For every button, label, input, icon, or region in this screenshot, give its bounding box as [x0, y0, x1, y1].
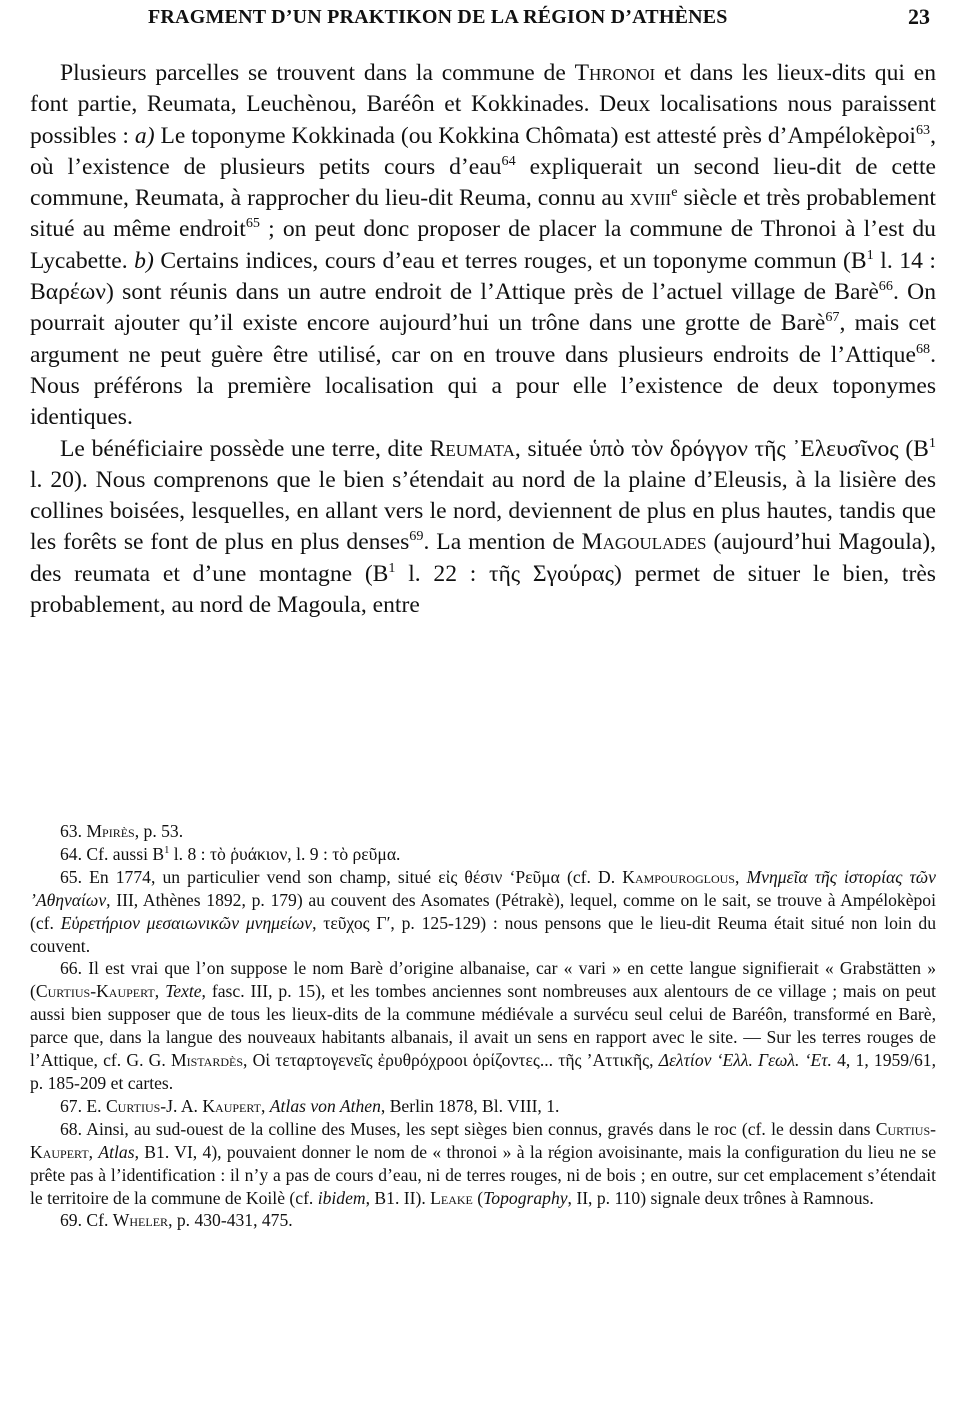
main-text — [30, 58, 936, 621]
text-run: , — [735, 866, 747, 887]
place-name: Thronoi — [574, 60, 656, 86]
author-name: Mpirès — [86, 821, 135, 841]
page-header — [148, 6, 930, 36]
text-run: 4, 1, 1959/61, p. 185-209 et cartes. — [30, 1050, 936, 1093]
text-run: , — [88, 1141, 99, 1162]
paragraph-1 — [30, 58, 936, 434]
work-title: Εὑρετήριον μεσαιωνικῶν μνημείων — [60, 912, 313, 933]
footnote-ref[interactable]: 69 — [409, 528, 424, 545]
page-number: 23 — [908, 4, 930, 29]
text-run: l. 20). Nous comprenons que le bien s’étendait au nord de la plaine d’Eleusis, à la lisière des collines boisées, lesquelles, en allant vers le nord, deviennent de plus en plus hautes, tandis que les forêts se font de plus en plus denses — [30, 466, 936, 556]
footnote-ref[interactable]: 65 — [245, 215, 260, 232]
author-name: Leake — [430, 1187, 473, 1208]
text-run: Certains indices, cours d’eau et terres rouges, et un toponyme commun (B — [153, 247, 867, 274]
text-run: , B1. VI, 4), pouvaient donner le nom de « thronoi » à la région avoisinante, mais la configuration du lieu ne se prête pas à l’identification : il n’y a pas de cours d’eau, ni de terres rouges, ni de bois ; en outre, sur cet emplacement s’étendait le territoire de la commune de Koilè (cf. — [30, 1141, 936, 1208]
author-name: Curtius-Kaupert — [35, 981, 155, 1002]
text-run: , située ὑπὸ τὸν δρόγγον τῆς ᾿Ελευσῖνος (B — [514, 435, 929, 462]
text-run: . On pourrait ajouter qu’il existe encore aujourd’hui un trône dans une grotte de Barè — [30, 279, 936, 337]
text-run: 65. En 1774, un particulier vend son champ, situé εἰς θέσιν ‘Ρεῦμα (cf. D. — [60, 866, 623, 887]
footnote-69 — [30, 1209, 936, 1232]
text-run: Le toponyme Kokkinada (ou Kokkina Chômata) est attesté près d’Ampélokèpoi — [154, 122, 916, 149]
text-run: , — [261, 1095, 270, 1116]
text-run: l. 22 : τῆς Σγούρας) permet de situer le bien, très probablement, au nord de Magoula, entre — [30, 560, 936, 619]
text-run: Le bénéficiaire possède une terre, dite — [60, 435, 430, 462]
place-name: Magoulades — [581, 529, 707, 556]
text-run: , Berlin 1878, Bl. VIII, 1. — [380, 1095, 560, 1116]
running-title: FRAGMENT D’UN PRAKTIKON DE LA RÉGION D’ATHÈNES — [148, 6, 728, 28]
text-run: -J. A. — [160, 1095, 203, 1116]
author-name: Wheler — [112, 1210, 169, 1231]
footnote-ref[interactable]: 67 — [825, 309, 840, 326]
footnote-64 — [30, 843, 936, 866]
text-run: , où l’existence de plusieurs petits cours d’eau — [30, 122, 937, 180]
text-run: . La mention de — [423, 529, 582, 556]
superscript: 1 — [866, 246, 874, 263]
text-run: ; on peut donc proposer de placer la commune de Thronoi à l’est du Lycabette. — [30, 216, 936, 274]
text-run: siècle et très probablement situé au même endroit — [30, 185, 936, 243]
text-run: 63. — [60, 821, 87, 841]
text-run: 66. Il est vrai que l’on suppose le nom Barè d’origine albanaise, car « vari » en cette langue signifierait « Grabstätten » ( — [30, 958, 936, 1002]
footnote-68 — [30, 1118, 936, 1210]
text-run: 67. E. — [60, 1095, 106, 1116]
text-run: , mais cet argument ne peut guère être utilisé, car on en trouve dans plusieurs endroits de l’Attique — [30, 310, 936, 368]
text-run: , III, Athènes 1892, p. 179) au couvent des Asomates (Pétrakè), lequel, comme on le sait, se trouve à Ampélokèpoi (cf. — [30, 889, 936, 933]
work-title: Atlas von Athen — [269, 1095, 381, 1116]
footnotes — [30, 820, 936, 1232]
enumerator: a) — [134, 122, 155, 149]
citation-term: ibidem — [317, 1187, 366, 1208]
text-run: (aujourd’hui Magoula), des reumata et d’une montagne (B — [30, 529, 936, 587]
text-run: , B1. II). — [365, 1187, 431, 1208]
footnote-ref[interactable]: 68 — [915, 340, 931, 357]
footnote-63 — [30, 820, 936, 843]
author-name: Kaupert — [202, 1095, 261, 1116]
text-run: , τεῦχος Γ′, p. 125-129) : nous pensons que le lieu-dit Reuma était situé non loin du couvent. — [30, 912, 936, 956]
text-run: 69. Cf. — [60, 1210, 113, 1231]
place-name: Reumata — [429, 435, 515, 462]
work-title: Atlas — [98, 1141, 135, 1162]
text-run: l. 8 : τὸ ῥυάκιον, l. 9 : τὸ ρεῦμα. — [169, 843, 401, 864]
text-run: , — [154, 981, 166, 1002]
footnote-ref[interactable]: 64 — [501, 153, 516, 170]
author-name: Curtius-Kaupert — [30, 1118, 936, 1162]
superscript: 1 — [164, 845, 170, 857]
work-title: Δελτίον ‘Ελλ. Γεωλ. ‘Ετ. — [658, 1050, 832, 1071]
text-run: , p. 53. — [134, 821, 184, 841]
footnote-66 — [30, 957, 936, 1094]
footnote-ref[interactable]: 66 — [878, 278, 893, 295]
superscript: e — [671, 184, 678, 201]
text-run: , p. 430-431, 475. — [168, 1210, 293, 1231]
text-run: , fasc. III, p. 15), et les tombes anciennes sont nombreuses aux alentours de ce village ; mais on peut aussi bien supposer que de tous les lieux-dits de la commune médiévale a survécu seul celui de Baréôn, transformé en Barè, parce que, dans la langue des nouveaux habitants albanais, il avait un sens en rapport avec le site. — Sur les terres rouges de l’Attique, cf. G. G. — [30, 981, 936, 1071]
footnote-67 — [30, 1095, 936, 1118]
superscript: 1 — [388, 559, 396, 576]
footnote-65 — [30, 866, 936, 958]
work-title: Μνημεῖα τῆς ἱστορίας τῶν ’Αθηναίων — [30, 866, 936, 910]
text-run: . Nous préférons la première localisation qui a pour elle l’existence de deux toponymes identiques. — [30, 341, 936, 431]
superscript: 1 — [928, 434, 936, 451]
text-run: Plusieurs parcelles se trouvent dans la commune de — [60, 60, 575, 86]
author-name: Kampouroglous — [622, 866, 735, 887]
enumerator: b) — [134, 247, 154, 274]
text-run: , Οἱ τεταρτογενεῖς ἐρυθρόχροοι ὁρίζοντες... τῆς ’Αττικῆς, — [243, 1050, 659, 1071]
author-name: Curtius — [105, 1095, 161, 1116]
footnote-ref[interactable]: 63 — [915, 121, 931, 138]
text-run: 68. Ainsi, au sud-ouest de la colline des Muses, les sept sièges bien connus, gravés dans le roc (cf. le dessin dans — [60, 1118, 876, 1139]
text-run: et dans les lieux-dits qui en font partie, Reumata, Leuchènou, Baréôn et Kokkinades. Deux localisations nous paraissent possibles : — [30, 60, 937, 149]
text-run: l. 14 : Βαρέων) sont réunis dans un autre endroit de l’Attique près de l’actuel village de Barè — [30, 247, 936, 306]
century-numeral: xviii — [629, 185, 672, 212]
work-title: Topography — [483, 1187, 568, 1208]
work-title: Texte — [165, 981, 202, 1002]
paragraph-2 — [30, 434, 936, 622]
author-name: Mistardès — [170, 1050, 244, 1071]
text-run: , II, p. 110) signale deux trônes à Ramnous. — [567, 1187, 874, 1208]
text-run: ( — [472, 1187, 484, 1208]
text-run: 64. Cf. aussi B — [60, 843, 165, 864]
text-run: expliquerait un second lieu-dit de cette commune, Reumata, à rapprocher du lieu-dit Reuma, connu au — [30, 153, 936, 212]
